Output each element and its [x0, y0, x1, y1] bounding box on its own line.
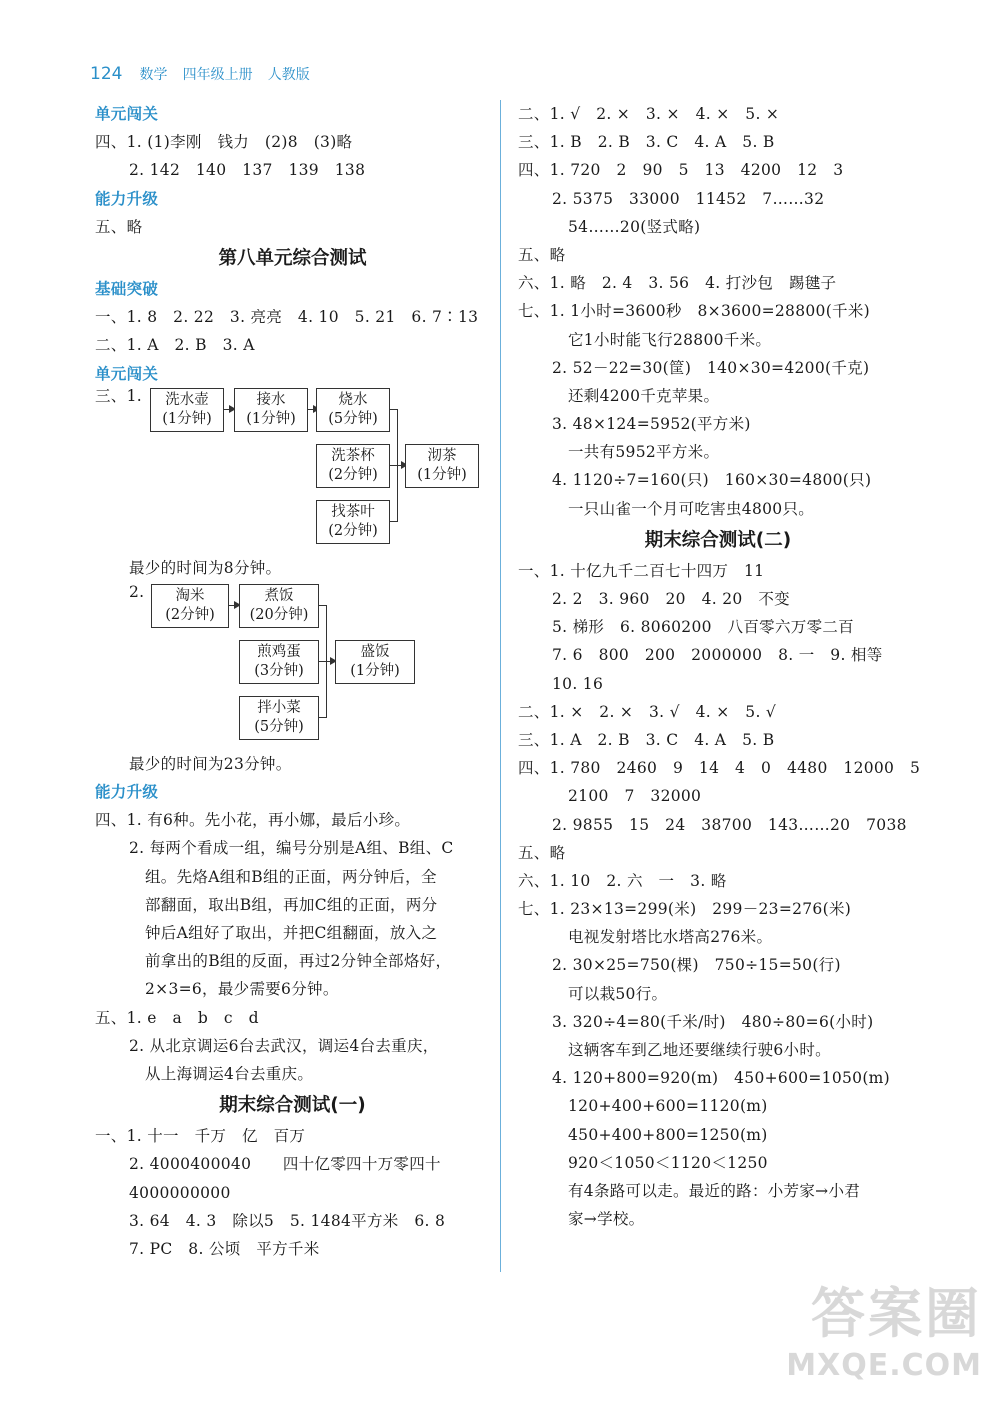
- answer-line: 四、1. (1)李刚 钱力 (2)8 (3)略: [95, 133, 353, 152]
- answer-line: 4000000000: [129, 1183, 231, 1202]
- test-title: 第八单元综合测试: [218, 247, 367, 269]
- answer-line: 七、1. 23×13=299(米) 299－23=276(米): [518, 900, 852, 919]
- right-column: [518, 100, 921, 1233]
- answer-line: 54……20(竖式略): [568, 217, 701, 236]
- flow-box: [239, 696, 319, 740]
- box-label: 洗茶杯: [331, 447, 375, 464]
- left-column: [95, 100, 490, 1263]
- answer-line: 最少的时间为23分钟。: [129, 754, 292, 773]
- answer-line: 五、略: [518, 245, 566, 264]
- watermark-logo: 答案圈: [811, 1282, 982, 1345]
- box-label: 煮饭: [264, 587, 294, 604]
- answer-line: 三、1. B 2. B 3. C 4. A 5. B: [518, 133, 775, 152]
- box-time: (5分钟): [254, 718, 304, 735]
- answer-line: 三、1. A 2. B 3. C 4. A 5. B: [518, 730, 775, 749]
- test-title: 期末综合测试(二): [644, 529, 792, 551]
- answer-line: 二、1. √ 2. × 3. × 4. × 5. ×: [518, 105, 780, 123]
- flow-box: [234, 388, 308, 432]
- answer-line: 920＜1050＜1120＜1250: [568, 1153, 768, 1172]
- watermark: [786, 1271, 982, 1383]
- answer-line: 五、略: [518, 843, 566, 862]
- box-time: (1分钟): [350, 662, 400, 679]
- box-label: 洗水壶: [165, 391, 209, 408]
- grade: 四年级上册: [182, 67, 253, 83]
- edition: 人教版: [267, 67, 310, 83]
- flow-box: [239, 584, 319, 628]
- answer-line: 5. 梯形 6. 8060200 八百零六万零二百: [552, 618, 854, 637]
- box-time: (1分钟): [162, 410, 212, 427]
- column-divider: [500, 100, 501, 1272]
- answer-line: 2. 4000400040 四十亿零四十万零四十: [129, 1155, 441, 1174]
- answer-line: 还剩4200千克苹果。: [568, 386, 720, 405]
- answer-line: 电视发射塔比水塔高276米。: [568, 928, 773, 947]
- answer-line: 2. 5375 33000 11452 7……32: [552, 189, 825, 208]
- answer-line: 一只山雀一个月可吃害虫4800只。: [568, 499, 815, 518]
- flow-box: [150, 388, 224, 432]
- answer-line: 二、1. A 2. B 3. A: [95, 336, 255, 355]
- box-time: (2分钟): [165, 606, 215, 623]
- answer-line: 六、1. 10 2. 六 一 3. 略: [518, 871, 727, 890]
- answer-line: 从上海调运4台去重庆。: [145, 1064, 314, 1083]
- answer-line: 最少的时间为8分钟。: [129, 558, 282, 577]
- answer-line: 部翻面，取出B组，再加C组的正面，两分: [145, 895, 438, 914]
- box-label: 接水: [256, 391, 286, 408]
- answer-line: 2.: [129, 582, 145, 601]
- answer-line: 有4条路可以走。最近的路：小芳家→小君: [568, 1181, 861, 1200]
- box-label: 拌小菜: [257, 699, 301, 716]
- watermark-url: MXQE.COM: [786, 1348, 982, 1383]
- answer-line: 2. 从北京调运6台去武汉，调运4台去重庆，: [129, 1036, 439, 1055]
- answer-line: 7. 6 800 200 2000000 8. 一 9. 相等: [552, 646, 883, 665]
- subject: 数学: [139, 67, 168, 83]
- section-heading: 能力升级: [95, 189, 159, 208]
- answer-line: 六、1. 略 2. 4 3. 56 4. 打沙包 踢毽子: [518, 274, 837, 293]
- answer-line: 2. 每两个看成一组，编号分别是A组、B组、C: [129, 839, 454, 858]
- flowchart-meal: [95, 584, 490, 752]
- box-time: (5分钟): [328, 410, 378, 427]
- box-label: 沏茶: [427, 447, 457, 464]
- answer-line: 7. PC 8. 公顷 平方千米: [129, 1239, 320, 1258]
- answer-line: 2. 2 3. 960 20 4. 20 不变: [552, 590, 790, 608]
- section-heading: 单元闯关: [95, 364, 159, 383]
- answer-line: 2. 9855 15 24 38700 143……20 7038: [552, 815, 907, 834]
- answer-line: 4. 120+800=920(m) 450+600=1050(m): [552, 1069, 891, 1088]
- answer-line: 四、1. 780 2460 9 14 4 0 4480 12000 5: [518, 759, 921, 778]
- answer-line: 二、1. × 2. × 3. √ 4. × 5. √: [518, 702, 777, 721]
- box-time: (3分钟): [254, 662, 304, 679]
- answer-line: 2. 142 140 137 139 138: [129, 161, 366, 180]
- answer-line: 可以栽50行。: [568, 984, 668, 1003]
- box-time: (2分钟): [328, 466, 378, 483]
- answer-line: 一共有5952平方米。: [568, 443, 720, 462]
- answer-line: 3. 64 4. 3 除以5 5. 1484平方米 6. 8: [129, 1211, 446, 1230]
- section-heading: 基础突破: [95, 279, 159, 298]
- box-label: 找茶叶: [331, 503, 375, 520]
- box-label: 盛饭: [360, 643, 390, 660]
- box-time: (2分钟): [328, 522, 378, 539]
- box-label: 煎鸡蛋: [257, 643, 301, 660]
- flow-box: [405, 444, 479, 488]
- flow-box: [316, 500, 390, 544]
- answer-line: 钟后A组好了取出，并把C组翻面，放入之: [145, 924, 438, 942]
- answer-line: 10. 16: [552, 674, 604, 693]
- answer-line: 四、1. 有6种。先小花，再小娜，最后小珍。: [95, 811, 411, 830]
- answer-line: 一、1. 十亿九千二百七十四万 11: [518, 561, 765, 580]
- answer-line: 前拿出的B组的反面，再过2分钟全部烙好，: [145, 952, 452, 971]
- flowchart-tea: [95, 388, 490, 556]
- answer-line: 它1小时能飞行28800千米。: [568, 330, 772, 349]
- box-time: (20分钟): [249, 606, 309, 623]
- answer-line: 450+400+800=1250(m): [568, 1125, 768, 1144]
- box-label: 烧水: [338, 391, 368, 408]
- answer-line: 2100 7 32000: [568, 787, 702, 806]
- section-heading: 能力升级: [95, 783, 159, 802]
- test-title: 期末综合测试(一): [219, 1095, 366, 1117]
- flow-box: [316, 388, 390, 432]
- answer-line: 2. 30×25=750(棵) 750÷15=50(行): [552, 956, 841, 975]
- answer-line: 4. 1120÷7=160(只) 160×30=4800(只): [552, 471, 872, 490]
- answer-line: 这辆客车到乙地还要继续行驶6小时。: [568, 1041, 831, 1059]
- page-header: [90, 64, 320, 84]
- flow-box: [239, 640, 319, 684]
- answer-line: 3. 48×124=5952(平方米): [552, 415, 751, 434]
- flow-box: [335, 640, 415, 684]
- answer-line: 一、1. 8 2. 22 3. 亮亮 4. 10 5. 21 6. 7∶13: [95, 308, 479, 327]
- answer-line: 2. 52－22=30(筐) 140×30=4200(千克): [552, 358, 870, 377]
- answer-line: 三、1.: [95, 386, 142, 405]
- box-time: (1分钟): [246, 410, 296, 427]
- answer-line: 五、略: [95, 217, 143, 236]
- answer-line: 家→学校。: [568, 1210, 645, 1229]
- answer-line: 3. 320÷4=80(千米/时) 480÷80=6(小时): [552, 1012, 874, 1031]
- answer-line: 2×3=6，最少需要6分钟。: [145, 980, 339, 999]
- answer-line: 四、1. 720 2 90 5 13 4200 12 3: [518, 161, 844, 180]
- box-label: 淘米: [175, 587, 205, 604]
- flow-box: [151, 584, 229, 628]
- answer-line: 七、1. 1小时=3600秒 8×3600=28800(千米): [518, 302, 870, 321]
- flow-box: [316, 444, 390, 488]
- section-heading: 单元闯关: [95, 105, 159, 123]
- answer-line: 组。先烙A组和B组的正面，两分钟后，全: [145, 867, 437, 886]
- answer-line: 一、1. 十一 千万 亿 百万: [95, 1127, 306, 1146]
- box-time: (1分钟): [417, 466, 467, 483]
- answer-line: 五、1. e a b c d: [95, 1008, 259, 1027]
- page-number: 124: [90, 64, 123, 84]
- answer-line: 120+400+600=1120(m): [568, 1097, 768, 1116]
